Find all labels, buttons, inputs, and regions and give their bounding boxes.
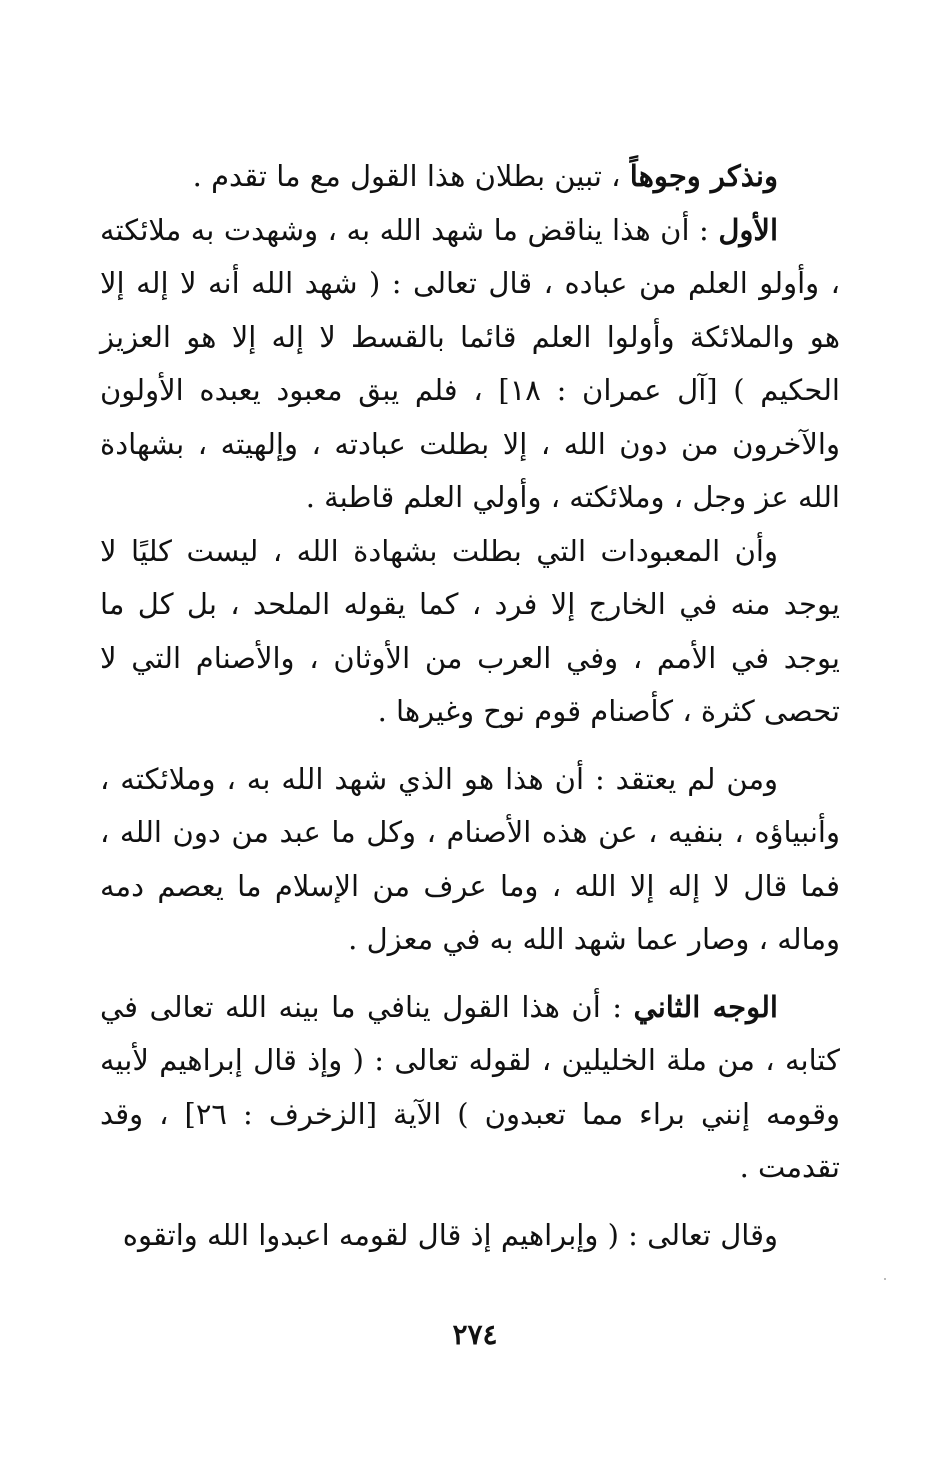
- scan-dot: [884, 1278, 886, 1280]
- paragraph-quote: [100, 1209, 840, 1263]
- body-text: [100, 150, 840, 1262]
- paragraph-text: ومن لم يعتقد : أن هذا هو الذي شهد الله به ، وملائكته ، وأنبياؤه ، بنفيه ، عن هذه الأصنام ، وكل ما عبد من دون الله ، فما قال لا إله إلا الله ، وما عرف من الإسلام ما يعصم دمه وماله ، وصار عما شهد الله به في معزل .: [100, 761, 840, 956]
- paragraph-intro: [100, 150, 840, 204]
- paragraph-lead: ونذكر وجوهاً: [629, 159, 778, 193]
- paragraph-belief: [100, 753, 840, 967]
- paragraph-text: وقال تعالى : ( وإبراهيم إذ قال لقومه اعبدوا الله واتقوه: [122, 1217, 778, 1252]
- paragraph-first-aspect: [100, 204, 840, 525]
- paragraph-text: وأن المعبودات التي بطلت بشهادة الله ، ليست كليًا لا يوجد منه في الخارج إلا فرد ، كما يقوله الملحد ، بل كل ما يوجد في الأمم ، وفي العرب من الأوثان ، والأصنام التي لا تحصى كثرة ، كأصنام قوم نوح وغيرها .: [100, 533, 840, 728]
- paragraph-text: : أن هذا القول ينافي ما بينه الله تعالى في كتابه ، من ملة الخليلين ، لقوله تعالى : ( وإذ قال إبراهيم لأبيه وقومه إنني براء مما تعبدون ) الآية [الزخرف : ٢٦] ، وقد تقدمت .: [100, 989, 840, 1184]
- paragraph-text: ، تبين بطلان هذا القول مع ما تقدم .: [192, 159, 630, 193]
- paragraph-idols: [100, 525, 840, 739]
- page-number: ٢٧٤: [452, 1318, 498, 1351]
- paragraph-second-aspect: [100, 981, 840, 1195]
- paragraph-lead: الأول: [718, 212, 778, 247]
- paragraph-text: : أن هذا يناقض ما شهد الله به ، وشهدت به ملائكته ، وأولو العلم من عباده ، قال تعالى : ( شهد الله أنه لا إله إلا هو والملائكة وأولوا العلم قائما بالقسط لا إله إلا هو العزيز الحكيم ) [آل عمران : ١٨] ، فلم يبق معبود يعبده الأولون والآخرون من دون الله ، إلا بطلت عبادته ، وإلهيته ، بشهادة الله عز وجل ، وملائكته ، وأولي العلم قاطبة .: [100, 212, 840, 514]
- paragraph-lead: الوجه الثاني: [633, 989, 778, 1024]
